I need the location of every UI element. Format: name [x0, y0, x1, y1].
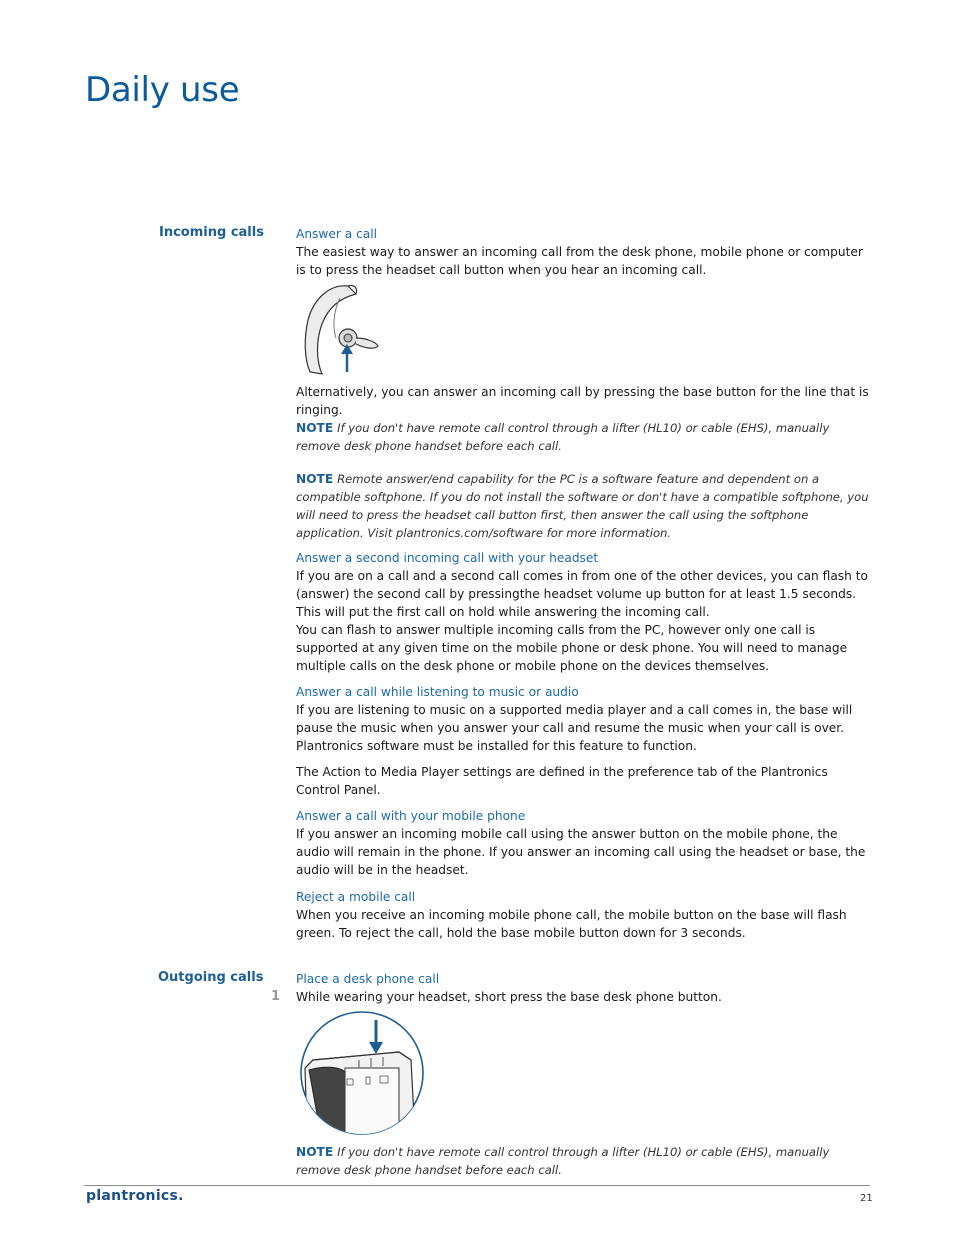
- alternative-answer-text: Alternatively, you can answer an incoming call by pressing the base button for the line that is ringing.: [296, 385, 869, 417]
- page-number: 21: [860, 1193, 873, 1204]
- place-call-section: [296, 970, 874, 1006]
- reject-call-title: Reject a mobile call: [296, 890, 416, 904]
- place-call-title: Place a desk phone call: [296, 972, 440, 986]
- second-call-text-2: You can flash to answer multiple incoming calls from the PC, however only one call is supported at any given time on the mobile phone or desk phone. You will need to manage multiple calls on the desk phone or mobile phone on the devices themselves.: [296, 623, 848, 673]
- answer-call-title: Answer a call: [296, 227, 378, 241]
- base-illustration: [299, 1010, 425, 1136]
- place-call-step-text: While wearing your headset, short press the base desk phone button.: [296, 990, 722, 1004]
- headset-illustration: [300, 280, 384, 378]
- reject-call-section: [296, 888, 874, 942]
- answer-call-section: [296, 225, 874, 279]
- footer-divider: [84, 1185, 870, 1186]
- music-call-text-1: If you are listening to music on a supported media player and a call comes in, the base will pause the music when you answer your call and resume the music when your call is over. Plantronics software must be installed for this feature to function.: [296, 703, 853, 753]
- answer-call-text: The easiest way to answer an incoming call from the desk phone, mobile phone or computer is to press the headset call button when you hear an incoming call.: [296, 245, 863, 277]
- page-title: Daily use: [85, 70, 240, 110]
- mobile-call-text: If you answer an incoming mobile call using the answer button on the mobile phone, the audio will remain in the phone. If you answer an incoming call using the headset or base, the audio will be in the headset.: [296, 827, 866, 877]
- note-softphone-text: Remote answer/end capability for the PC is a software feature and dependent on a compatible softphone. If you do not install the software or don't have a compatible softphone, you will need to press the headset call button first, then answer the call using the softphone application. Visit plantronics.com/software for more information.: [296, 472, 869, 540]
- note-outgoing-text: If you don't have remote call control through a lifter (HL10) or cable (EHS), manually remove desk phone handset before each call.: [296, 1145, 830, 1177]
- note-softphone: [296, 470, 874, 542]
- note-label: NOTE: [296, 1145, 334, 1159]
- note-lifter-text: If you don't have remote call control through a lifter (HL10) or cable (EHS), manually remove desk phone handset before each call.: [296, 421, 830, 453]
- step-number: 1: [271, 989, 281, 1004]
- incoming-calls-heading: Incoming calls: [159, 225, 264, 240]
- music-call-section: [296, 683, 874, 755]
- note-label: NOTE: [296, 472, 334, 486]
- outgoing-note: [296, 1143, 874, 1179]
- second-call-section: [296, 549, 874, 675]
- outgoing-calls-heading: Outgoing calls: [158, 970, 264, 985]
- media-player-settings: [296, 763, 874, 799]
- music-call-text-2: The Action to Media Player settings are defined in the preference tab of the Plantronics Control Panel.: [296, 765, 828, 797]
- mobile-call-title: Answer a call with your mobile phone: [296, 809, 526, 823]
- note-label: NOTE: [296, 421, 334, 435]
- plantronics-logo: plantronics.: [86, 1188, 184, 1204]
- second-call-title: Answer a second incoming call with your headset: [296, 551, 599, 565]
- second-call-text-1: If you are on a call and a second call comes in from one of the other devices, you can flash to (answer) the second call by pressingthe headset volume up button for at least 1.5 seconds. This will put the first call on hold while answering the incoming call.: [296, 569, 868, 619]
- mobile-call-section: [296, 807, 874, 879]
- music-call-title: Answer a call while listening to music or audio: [296, 685, 579, 699]
- alternative-answer-section: [296, 383, 874, 455]
- reject-call-text: When you receive an incoming mobile phone call, the mobile button on the base will flash green. To reject the call, hold the base mobile button down for 3 seconds.: [296, 908, 847, 940]
